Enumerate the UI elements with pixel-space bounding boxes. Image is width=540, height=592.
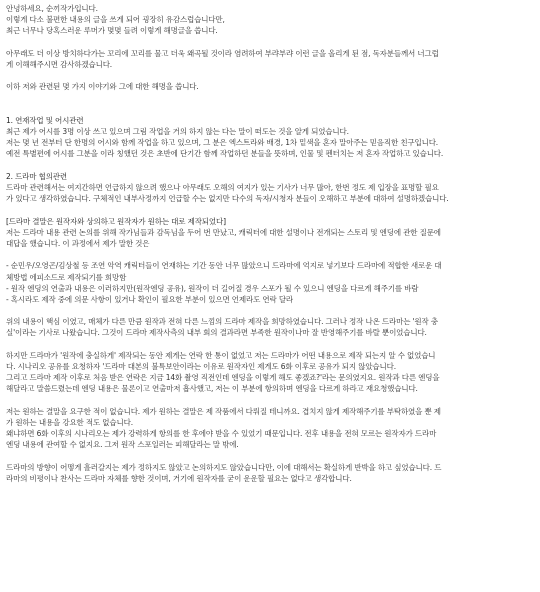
section-heading: 1. 연재작업 및 어시관련 [6, 115, 84, 125]
text-line: 안녕하세요, 순끼작가입니다. [6, 4, 98, 13]
text-line: 이하 저와 관련된 몇 가지 이야기와 그에 대한 해명을 씁니다. [6, 82, 199, 92]
text-line: 저는 몇 년 전부터 단 한명의 어시와 함께 작업을 하고 있으며, 그 분은 엑스트라와 배경, 1차 밑색을 혼자 말아주는 믿음직한 친구입니다. [6, 138, 439, 148]
apology-paragraph [6, 48, 534, 70]
text-line: 최근 너무나 당혹스러운 루머가 몇몇 들려 이렇게 해명글을 씁니다. [6, 26, 218, 36]
list-item: 체방법 에피소드로 제작되기를 희망함 [6, 272, 127, 282]
text-line: 하지만 드라마가 '원작에 충실하게' 제작되는 동안 제게는 연락 한 통이 없었고 저는 드라마가 어떤 내용으로 제작 되는지 알 수 없었습니 [6, 350, 436, 360]
section-drama [6, 171, 534, 205]
text-line: 가 있다고 생각하였습니다. 구체적인 내부사정까지 언급할 수는 없지만 다수의 독자/시청자 분들이 오해하고 부분에 대하여 설명하겠습니다. [6, 194, 449, 204]
text-line: 가 원하는 내용을 강요한 적도 없습니다. [6, 417, 133, 427]
text-line: 저는 드라마 내용 관련 논의를 위해 작가님들과 감독님을 두어 번 만났고, 캐릭터에 대한 설명이나 전개되는 스토리 및 엔딩에 관한 질문에 [6, 227, 441, 237]
list-item: - 순민우/오영곤/김상철 등 조연 악역 캐릭터들이 연재하는 기간 동안 너무 많았으니 드라마에 억지로 넣기보다 드라마에 적합한 새로운 대 [6, 261, 442, 271]
closing-paragraph [6, 462, 534, 484]
rumor-heading: [드라마 결말은 원작자와 상의하고 원작자가 원하는 대로 제작되었다] [6, 216, 226, 226]
text-line: 위의 내용이 핵심 이였고, 매체가 다른 만큼 원작과 전혀 다른 느낌의 드라마 제작을 희망하였습니다. 그러나 정작 나온 드라마는 '원작 충 [6, 317, 438, 327]
text-line: 다. 시나리오 공유를 요청하자 '드라마 대본의 불특보안이라는 이유로 원작자인 제게도 6화 이후로 공유가 되지 않았습니다. [6, 362, 396, 371]
core-paragraph [6, 316, 534, 338]
request-list [6, 260, 534, 305]
text-line: 라마의 비평이나 찬사는 드라마 자체를 향한 것이며, 거기에 원작자를 굳이 운운할 필요는 없다고 생각합니다. [6, 473, 352, 483]
text-line: 이렇게 다소 불편한 내용의 글을 쓰게 되어 굉장히 유감스럽습니다만, [6, 15, 225, 25]
text-line: 해달라고 말씀드렸는데 엔딩 내용은 물론이고 연출마저 흡사했고, 저는 이 부분에 항의하며 엔딩을 다르게 하라고 재요청했습니다. [6, 384, 418, 394]
ending-paragraph [6, 406, 534, 451]
text-line: 아무래도 더 이상 방치하다가는 꼬리에 꼬리를 물고 더욱 왜곡될 것이라 염려하여 부랴부랴 이런 글을 올리게 된 점, 독자분들께서 너그럽 [6, 48, 439, 58]
text-line: 드라마 관련해서는 여지간하면 언급하지 않으려 했으나 아무래도 오해의 여지가 있는 기사가 너무 많아, 한번 정도 제 입장을 표명할 필요 [6, 183, 439, 192]
list-item: - 원작 엔딩의 연출과 내용은 이러하지만(원작엔딩 공유), 원작이 더 길어질 경우 스포가 될 수 있으니 엔딩을 다르게 해주기를 바람 [6, 283, 419, 293]
text-line: 예전 특별편에 어시를 그분을 이라 칭했던 것은 초반에 단기간 함께 작업하던 분들을 뜻하며, 인물 및 펜터치는 저 혼자 작업하고 있습니다. [6, 149, 444, 159]
text-line: 게 이해해주시면 감사하겠습니다. [6, 59, 113, 69]
section-assistant [6, 115, 534, 160]
text-line: 엔딩 내용에 관여할 수 없지요. 그저 원작 스포일러는 피해달라는 말 밖에. [6, 440, 239, 450]
text-line: 그리고 드라마 제작 이후로 처음 받은 연락은 지금 14화 촬영 직전인데 엔딩을 이렇게 해도 좋겠죠?'라는 문의였지요. 원작과 다른 엔딩을 [6, 373, 440, 383]
text-line: 왜냐하면 6화 이후의 시나리오는 제가 강력하게 항의를 한 후에야 받을 수 있었기 때문입니다. 전후 내용을 전혀 모르는 원작자가 드라마 [6, 429, 437, 439]
rumor-paragraph [6, 216, 534, 250]
list-item: - 혹시라도 제작 중에 의문 사항이 있거나 확인이 필요한 부분이 있으면 언제라도 연락 달라 [6, 294, 294, 304]
text-line: 드라마의 방향이 어떻게 흘러갈지는 제가 정하지도 않았고 논의하지도 않았습니다만, 이에 대해서는 확실하게 반박을 하고 싶었습니다. 드 [6, 462, 442, 472]
text-line: 실'이라는 기사로 나왔습니다. 그것이 드라마 제작사측의 내부 회의 결과라면 부족한 원작이나마 잘 반영해주기를 바랄 뿐이었습니다. [6, 328, 427, 338]
section-heading: 2. 드라마 협의관련 [6, 171, 67, 181]
greeting-paragraph [6, 3, 534, 37]
text-line: 최근 제가 어시를 3명 이상 쓰고 있으며 그림 작업을 거의 하지 않는 다는 말이 떠도는 것을 알게 되었습니다. [6, 127, 349, 137]
text-line: 대답을 했습니다. 이 과정에서 제가 말한 것은 [6, 238, 150, 248]
contact-paragraph [6, 350, 534, 395]
intro-paragraph [6, 81, 534, 92]
text-line: 저는 원하는 결말을 요구한 적이 없습니다. 제가 원하는 결말은 제 작품에서 다뤄질 테니까요. 겹치지 않게 제작해주기를 부탁하였을 뿐 제 [6, 406, 441, 416]
